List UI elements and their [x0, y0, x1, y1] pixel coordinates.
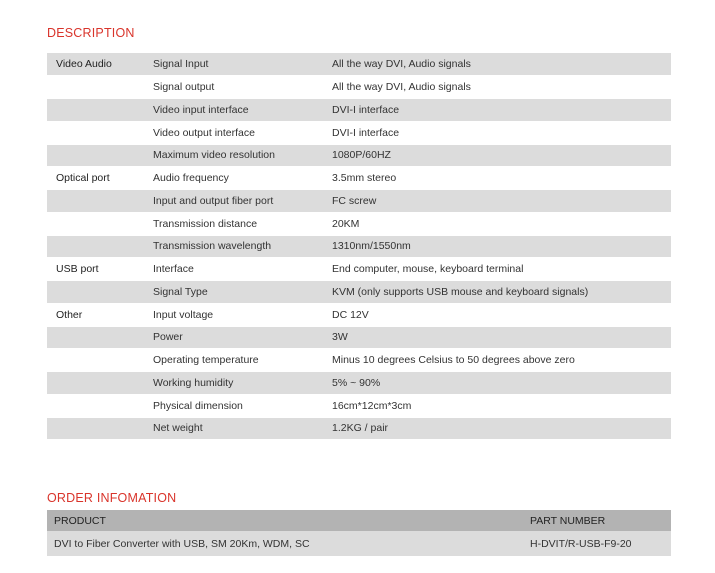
order-product-cell: DVI to Fiber Converter with USB, SM 20Km, WDM, SC	[47, 531, 530, 556]
spec-row	[47, 121, 671, 144]
spec-value-cell: FC screw	[332, 190, 671, 213]
order-information-title: ORDER INFOMATION	[47, 491, 177, 505]
spec-category-cell	[47, 235, 153, 258]
spec-row	[47, 76, 671, 99]
spec-item-cell: Power	[153, 326, 332, 349]
spec-category-cell	[47, 372, 153, 395]
spec-value-cell: 1080P/60HZ	[332, 144, 671, 167]
spec-item-cell: Transmission wavelength	[153, 235, 332, 258]
order-table-body	[47, 531, 671, 556]
spec-category-cell: Optical port	[47, 167, 153, 190]
spec-value-cell: 3W	[332, 326, 671, 349]
spec-row	[47, 372, 671, 395]
spec-value-cell: DVI-I interface	[332, 99, 671, 122]
spec-category-cell	[47, 349, 153, 372]
specification-table	[47, 53, 671, 440]
product-column-header: PRODUCT	[47, 510, 530, 531]
spec-item-cell: Interface	[153, 258, 332, 281]
description-title: DESCRIPTION	[47, 26, 135, 40]
spec-category-cell	[47, 326, 153, 349]
spec-category-cell	[47, 121, 153, 144]
spec-row	[47, 235, 671, 258]
spec-category-cell	[47, 281, 153, 304]
spec-category-cell: USB port	[47, 258, 153, 281]
part-number-column-header: PART NUMBER	[530, 510, 671, 531]
spec-item-cell: Physical dimension	[153, 394, 332, 417]
spec-category-cell	[47, 144, 153, 167]
spec-row	[47, 190, 671, 213]
spec-row	[47, 212, 671, 235]
spec-value-cell: 3.5mm stereo	[332, 167, 671, 190]
spec-item-cell: Video output interface	[153, 121, 332, 144]
spec-item-cell: Video input interface	[153, 99, 332, 122]
spec-value-cell: 16cm*12cm*3cm	[332, 394, 671, 417]
spec-item-cell: Input and output fiber port	[153, 190, 332, 213]
spec-row	[47, 258, 671, 281]
spec-item-cell: Maximum video resolution	[153, 144, 332, 167]
order-table-header-row	[47, 510, 671, 531]
spec-category-cell	[47, 417, 153, 440]
spec-category-cell	[47, 190, 153, 213]
spec-row	[47, 144, 671, 167]
spec-row	[47, 167, 671, 190]
spec-row	[47, 99, 671, 122]
spec-value-cell: All the way DVI, Audio signals	[332, 76, 671, 99]
spec-row	[47, 303, 671, 326]
spec-item-cell: Audio frequency	[153, 167, 332, 190]
spec-value-cell: Minus 10 degrees Celsius to 50 degrees above zero	[332, 349, 671, 372]
spec-value-cell: 20KM	[332, 212, 671, 235]
spec-value-cell: 5% ~ 90%	[332, 372, 671, 395]
spec-item-cell: Operating temperature	[153, 349, 332, 372]
spec-value-cell: 1.2KG / pair	[332, 417, 671, 440]
spec-value-cell: 1310nm/1550nm	[332, 235, 671, 258]
spec-row	[47, 53, 671, 76]
spec-category-cell: Other	[47, 303, 153, 326]
spec-item-cell: Input voltage	[153, 303, 332, 326]
spec-value-cell: End computer, mouse, keyboard terminal	[332, 258, 671, 281]
order-part-number-cell: H-DVIT/R-USB-F9-20	[530, 531, 671, 556]
spec-category-cell	[47, 76, 153, 99]
spec-category-cell	[47, 99, 153, 122]
order-row	[47, 531, 671, 556]
spec-value-cell: DVI-I interface	[332, 121, 671, 144]
spec-category-cell: Video Audio	[47, 53, 153, 76]
specification-table-body	[47, 53, 671, 440]
spec-row	[47, 394, 671, 417]
spec-item-cell: Net weight	[153, 417, 332, 440]
spec-value-cell: DC 12V	[332, 303, 671, 326]
spec-category-cell	[47, 212, 153, 235]
spec-item-cell: Working humidity	[153, 372, 332, 395]
spec-category-cell	[47, 394, 153, 417]
spec-value-cell: All the way DVI, Audio signals	[332, 53, 671, 76]
spec-item-cell: Signal Type	[153, 281, 332, 304]
spec-item-cell: Signal output	[153, 76, 332, 99]
spec-row	[47, 281, 671, 304]
order-table	[47, 510, 671, 556]
spec-row	[47, 417, 671, 440]
spec-row	[47, 326, 671, 349]
spec-row	[47, 349, 671, 372]
spec-item-cell: Signal Input	[153, 53, 332, 76]
spec-value-cell: KVM (only supports USB mouse and keyboard signals)	[332, 281, 671, 304]
spec-item-cell: Transmission distance	[153, 212, 332, 235]
